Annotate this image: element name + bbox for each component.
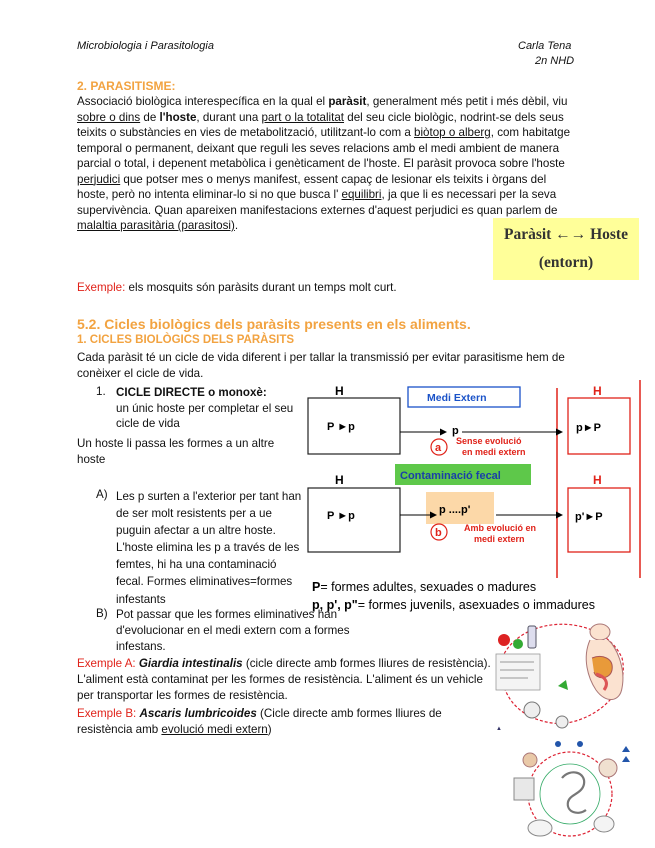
cicle-directe-item: CICLE DIRECTE o monoxè: un únic hoste per completar el seu cicle de vida bbox=[116, 386, 294, 430]
host-label-h1: H bbox=[335, 384, 344, 398]
section-title-cicles: 5.2. Cicles biològics dels paràsits presents en els aliments. bbox=[77, 316, 471, 332]
example-b: Exemple B: Ascaris lumbricoides (Cicle directe amb formes lliures de resistència amb evolució medi extern) bbox=[77, 707, 442, 736]
label-b: b bbox=[435, 527, 442, 539]
case-b-text: Pot passar que les formes eliminatives han d'evolucionar en el medi extern com a formes infestans. bbox=[116, 608, 350, 653]
doc-author: Carla Tena bbox=[518, 40, 572, 52]
host3-forms: P ►p bbox=[327, 510, 355, 522]
host2-forms: p►P bbox=[576, 422, 601, 434]
contaminacio-fecal-label: Contaminació fecal bbox=[400, 470, 501, 482]
ascaris-cycle-illustration bbox=[500, 738, 640, 846]
label-a: a bbox=[435, 442, 442, 454]
host-label-h2: H bbox=[593, 384, 602, 398]
host-transfer-text: Un hoste li passa les formes a un altre hoste bbox=[77, 437, 275, 466]
cicle-directe-diagram bbox=[300, 378, 645, 618]
legend-line-2: p, p', p"= formes juvenils, asexuades o immadures bbox=[312, 598, 595, 612]
cicles-intro: Cada paràsit té un cicle de vida diferent i per tallar la transmissió per evitar parasitisme hem de conèixer el cicle de vida. bbox=[77, 351, 565, 380]
legend-line-1: P= formes adultes, sexuades o madures bbox=[312, 580, 537, 594]
a-text-1: Sense evolució bbox=[456, 436, 522, 446]
apple-icon bbox=[498, 634, 510, 646]
parasitism-definition: Associació biològica interespecífica en la qual el paràsit, generalment més petit i més dèbil, viu sobre o dins de l'hoste, durant una part o la totalitat del seu cicle biològic, nodrint-se dels seus teixits o substàncies en vies de metabolització, utilitzant-lo com a biòtop o alberg, com habitatge temporal o permanent, deixant que reguli les seves relacions amb el medi ambient de manera parcial o total, i depenent metabòlica i genèticament de l'hoste. El paràsit provoca sobre l'hoste perjudici que potser mes o menys manifest, essent capaç de lesionar els teixits i òrgans del hoste, però no intenta eliminar-lo si no que busca l' equilibri, ja que li es necessari per la seva supervivència. Quan apareixen manifestacions externes d'aquest perjudici es quan parlem de malaltia parasitària (parasitosi). bbox=[77, 95, 571, 232]
case-a-text: Les p surten a l'exterior per tant han de ser molt resistents per a ue puguin afectar a un altre hoste. L'hoste elimina les p a través de les femtes, hi ha una contaminació fecal. Formes eliminatives=formes infestants bbox=[116, 490, 302, 606]
list-label-a: A) bbox=[96, 488, 108, 501]
doc-group: 2n NHD bbox=[535, 55, 575, 67]
host-label-h3: H bbox=[335, 473, 344, 487]
b-text-2: medi extern bbox=[474, 534, 525, 544]
list-label-b: B) bbox=[96, 607, 108, 620]
section-title-parasitisme: 2. PARASITISME: bbox=[77, 79, 176, 93]
form-p-top: p bbox=[452, 425, 459, 437]
parasite-host-note bbox=[493, 218, 639, 280]
host4-forms: p'►P bbox=[575, 511, 603, 523]
host-label-h4: H bbox=[593, 473, 602, 487]
giardia-cycle-illustration bbox=[492, 618, 640, 734]
vegetable-icon bbox=[513, 639, 523, 649]
a-text-2: en medi extern bbox=[462, 447, 526, 457]
host1-forms: P ►p bbox=[327, 421, 355, 433]
note-line-1: Paràsit ←→ Hoste bbox=[504, 226, 628, 243]
note-line-2: (entorn) bbox=[538, 254, 594, 271]
list-number-1: 1. bbox=[96, 385, 106, 398]
doc-subject: Microbiologia i Parasitologia bbox=[77, 40, 214, 52]
b-text-1: Amb evolució en bbox=[464, 523, 537, 533]
form-p-evolution: p ....p' bbox=[439, 504, 471, 516]
example-a: Exemple A: Giardia intestinalis (cicle directe amb formes lliures de resistència). L'aliment està contaminat per les formes de resistència. L'aliment és un vehicle per transportar les formes de resistència. bbox=[77, 657, 491, 702]
subsection-title-cicles: 1. CICLES BIOLÒGICS DELS PARÀSITS bbox=[77, 334, 295, 346]
medi-extern-label: Medi Extern bbox=[427, 392, 487, 404]
svg-text:▲: ▲ bbox=[496, 726, 502, 732]
example-mosquits: Exemple: els mosquits són paràsits durant un temps molt curt. bbox=[77, 281, 397, 294]
